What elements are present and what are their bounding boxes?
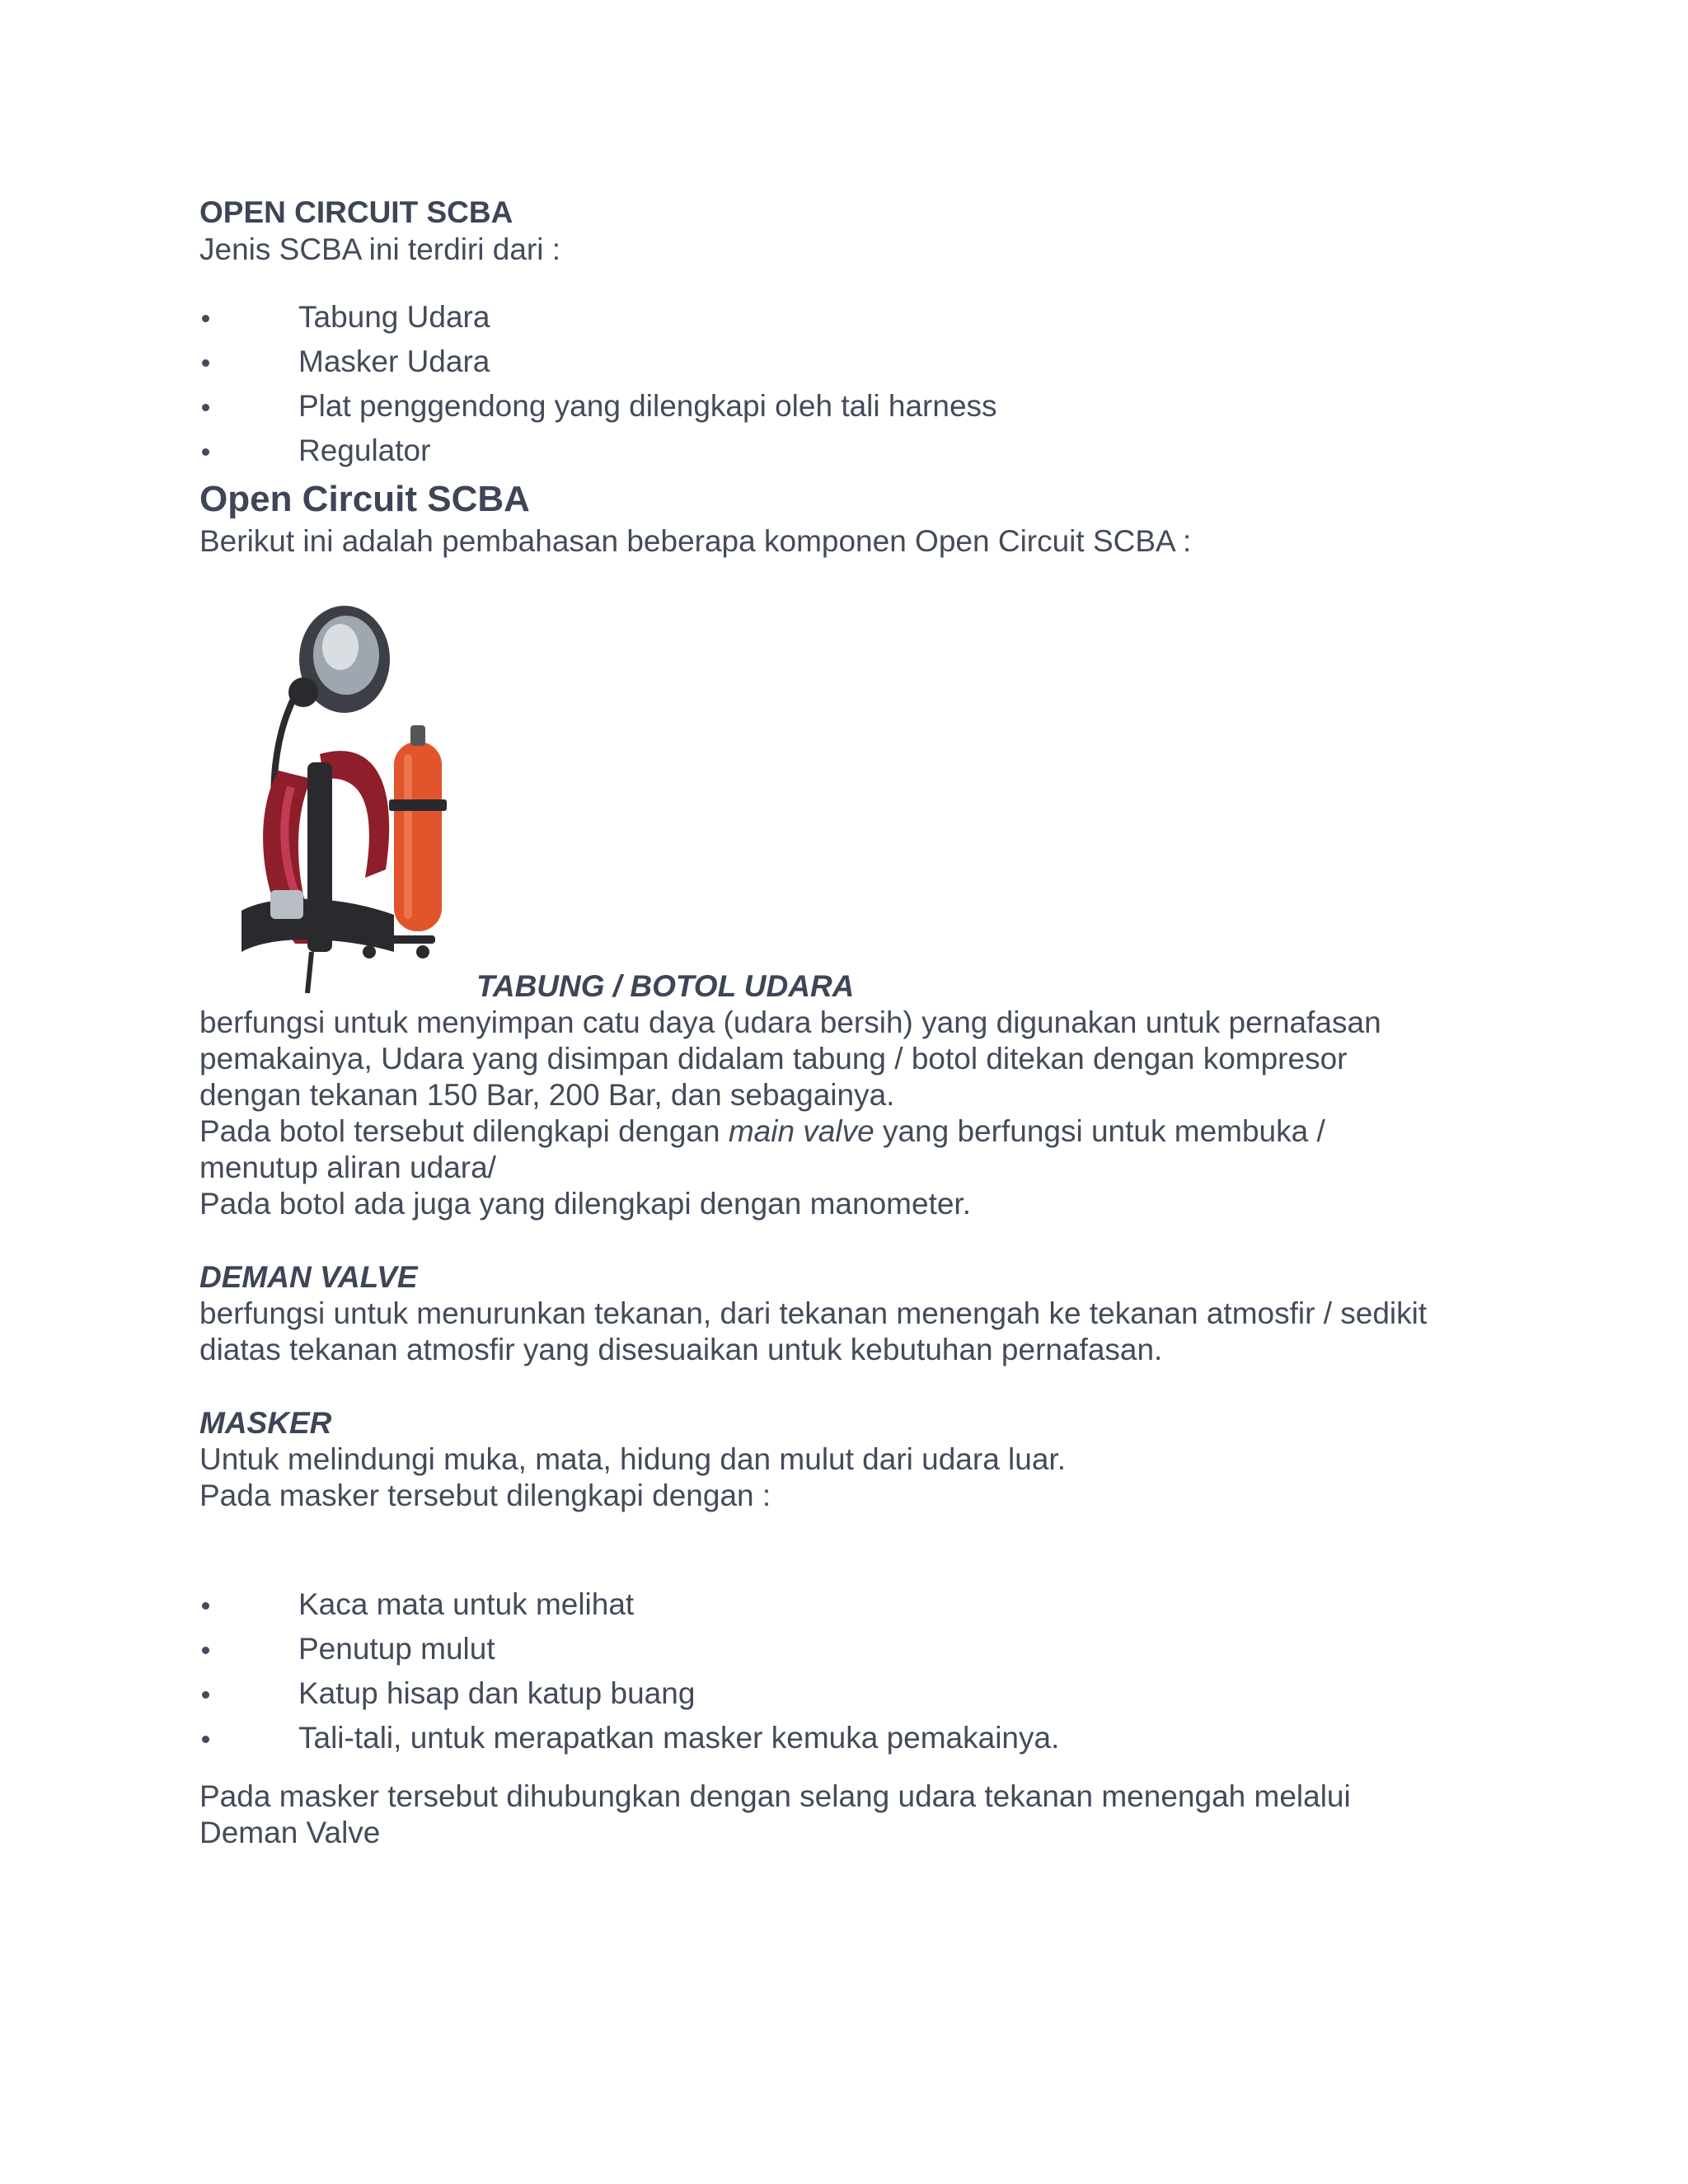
list-item: Katup hisap dan katup buang (199, 1671, 1059, 1716)
heading-masker: MASKER (199, 1406, 332, 1440)
list-item: Plat penggendong yang dilengkapi oleh tali harness (199, 384, 997, 429)
intro-text: Jenis SCBA ini terdiri dari : (199, 232, 561, 266)
deman-line-1: berfungsi untuk menurunkan tekanan, dari tekanan menengah ke tekanan atmosfir / sedikit (199, 1296, 1428, 1330)
main-valve-term: main valve (728, 1114, 874, 1148)
manometer-line: Pada botol ada juga yang dilengkapi dengan manometer. (199, 1187, 971, 1221)
masker-closing-line-1: Pada masker tersebut dihubungkan dengan selang udara tekanan menengah melalui (199, 1779, 1351, 1813)
main-valve-prefix: Pada botol tersebut dilengkapi dengan (199, 1114, 729, 1148)
list-item: Tali-tali, untuk merapatkan masker kemuka pemakainya. (199, 1716, 1059, 1760)
masker-line-2: Pada masker tersebut dilengkapi dengan : (199, 1479, 771, 1512)
heading-deman-valve: DEMAN VALVE (199, 1260, 418, 1294)
tabung-line-2: pemakainya, Udara yang disimpan didalam tabung / botol ditekan dengan kompresor (199, 1042, 1348, 1076)
heading-open-circuit-scba-large: Open Circuit SCBA (199, 479, 530, 519)
tabung-line-3: dengan tekanan 150 Bar, 200 Bar, dan sebagainya. (199, 1078, 895, 1112)
list-item: Masker Udara (199, 340, 997, 384)
masker-line-1: Untuk melindungi muka, mata, hidung dan mulut dari udara luar. (199, 1442, 1066, 1476)
masker-feature-list (199, 1582, 1059, 1760)
components-intro: Berikut ini adalah pembahasan beberapa komponen Open Circuit SCBA : (199, 524, 1192, 558)
main-valve-suffix: yang berfungsi untuk membuka / (874, 1114, 1325, 1148)
tabung-line-1: berfungsi untuk menyimpan catu daya (udara bersih) yang digunakan untuk pernafasan (199, 1005, 1381, 1039)
scba-apparatus-illustration (221, 598, 452, 1001)
list-item: Penutup mulut (199, 1627, 1059, 1671)
masker-closing-line-2: Deman Valve (199, 1816, 381, 1849)
caption-tabung-botol-udara: TABUNG / BOTOL UDARA (476, 969, 855, 1003)
component-list (199, 295, 997, 473)
list-item: Regulator (199, 429, 997, 473)
heading-open-circuit-scba: OPEN CIRCUIT SCBA (199, 195, 513, 229)
main-valve-line (199, 1113, 1325, 1150)
list-item: Tabung Udara (199, 295, 997, 340)
list-item: Kaca mata untuk melihat (199, 1582, 1059, 1627)
main-valve-line-2: menutup aliran udara/ (199, 1151, 496, 1184)
deman-line-2: diatas tekanan atmosfir yang disesuaikan untuk kebutuhan pernafasan. (199, 1333, 1163, 1366)
